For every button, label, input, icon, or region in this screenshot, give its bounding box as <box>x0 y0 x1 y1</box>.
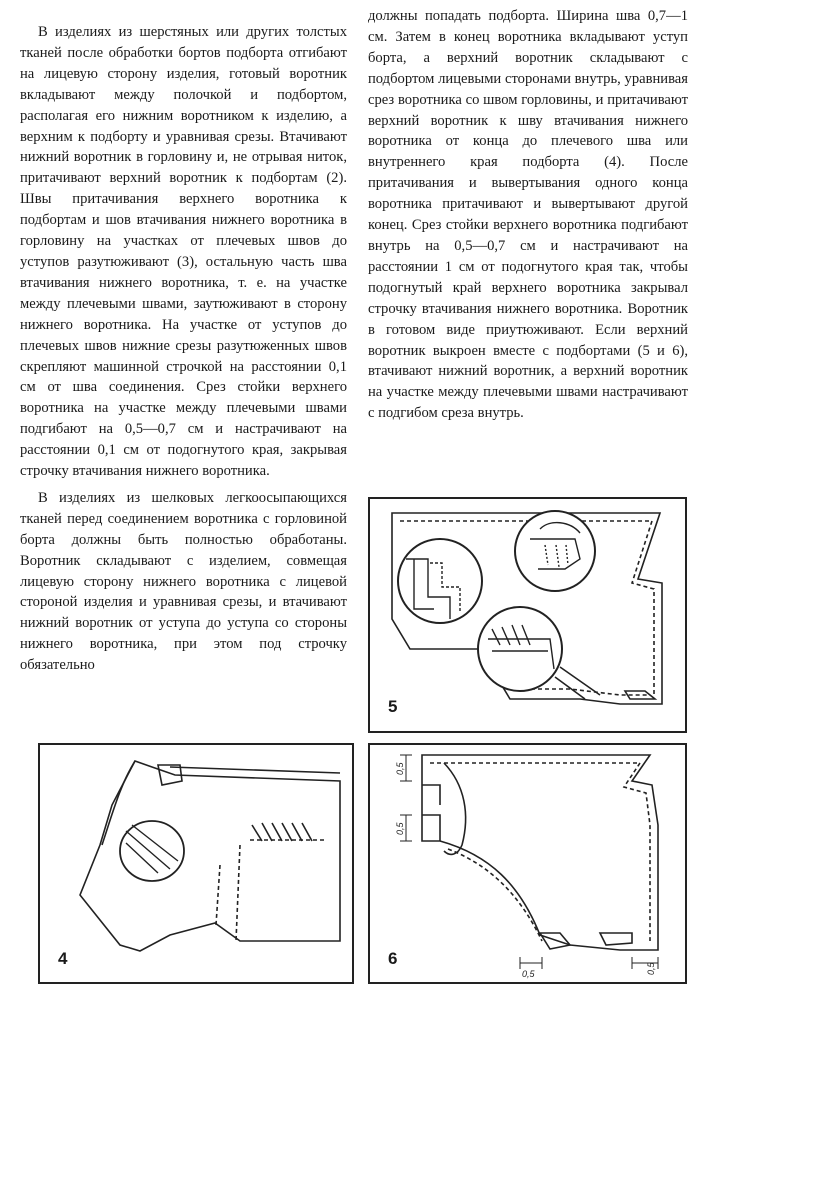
paragraph-1: В изделиях из шерстяных или других толстых тканей после обработки бортов подборта отгибают на лицевую сторону изделия, готовый воротник вкладывают между полочкой и подбортом, располагая его нижним воротником к изделию, а верхним к подборту и уравнивая срезы. Втачивают нижний воротник в горловину и, не отрывая ниток, притачивают верхний воротник к подбортам (2). Швы притачивания верхнего воротника к подбортам и шов втачивания нижнего воротника в горловину на участках от плечевых швов до уступов разутюживают (3), остальную часть шва втачивания нижнего воротника, т. е. на участке между плечевыми швами, заутюживают в сторону нижнего воротника. На участке от уступов до плечевых швов нижние срезы разутюженных швов скрепляют машинной строчкой на расстоянии 0,1 см от шва соединения. Срез стойки верхнего воротника на участке между плечевыми швами подгибают на 0,5—0,7 см и настрачивают на расстоянии 0,1 см от подогнутого края, закрывая строчку втачивания нижнего воротника. <box>20 24 347 480</box>
figure-6-drawing <box>370 745 685 982</box>
text-column-left <box>20 22 347 676</box>
figure-4-drawing <box>40 745 352 982</box>
figure-5 <box>368 497 687 733</box>
figure-5-drawing <box>370 499 685 731</box>
dimension-bottom-right: 0,5 <box>646 962 656 975</box>
figure-6 <box>368 743 687 984</box>
paragraph-2: В изделиях из шелковых легкоосыпающихся тканей перед соединением воротника с горловиной борта должны быть полностью обработаны. Воротник складывают с изделием, совмещая лицевую сторону нижнего воротника с лицевой стороной изделия и уравнивая срезы, и втачивают нижний воротник от уступа до уступа со стороны нижнего воротника, при этом под строчку обязательно <box>20 489 347 674</box>
text-column-right <box>368 6 688 424</box>
figure-5-number: 5 <box>388 697 398 716</box>
figure-4 <box>38 743 354 984</box>
dimension-middle: 0,5 <box>395 822 405 835</box>
figure-4-number: 4 <box>58 949 68 968</box>
figure-6-number: 6 <box>388 949 398 968</box>
dimension-top: 0,5 <box>395 762 405 775</box>
dimension-bottom-left: 0,5 <box>522 969 535 979</box>
paragraph-3: должны попадать подборта. Ширина шва 0,7—1 см. Затем в конец воротника вкладывают уступ борта, а верхний воротник складывают с подбортом лицевыми сторонами внутрь, уравнивая срез воротника со швом горловины, и притачивают верхний воротник к шву втачивания нижнего воротника от конца до плечевого шва или внутреннего края подборта (4). После притачивания и вывертывания одного конца воротника притачивают и вывертывают другой конец. Срез стойки верхнего воротника подгибают внутрь на 0,5—0,7 см и настрачивают на расстоянии 1 см от подогнутого края так, чтобы подогнутый край верхнего воротника закрывал строчку втачивания нижнего воротника. Воротник в готовом виде приутюживают. Если верхний воротник выкроен вместе с подбортами (5 и 6), втачивают нижний воротник, а верхний воротник на участке между плечевыми швами настрачивают с подгибом среза внутрь. <box>368 8 688 422</box>
